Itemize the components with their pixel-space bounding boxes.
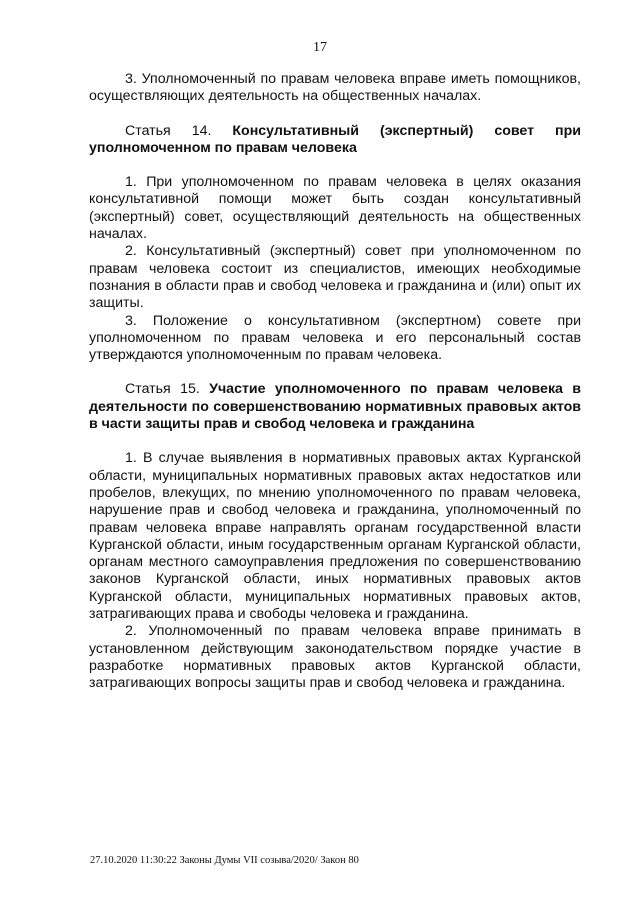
article-14-title: Консультативный (экспертный) совет при уполномоченном по правам человека [89,122,581,156]
paragraph-14-3: 3. Положение о консультативном (экспертном) совете при уполномоченном по правам человека и его персональный состав утверждаются уполномоченным по правам человека. [89,312,581,364]
paragraph-3-1-helpers: 3. Уполномоченный по правам человека вправе иметь помощников, осуществляющих деятельность на общественных началах. [89,71,581,105]
article-15-heading [89,381,581,433]
document-body [89,71,581,693]
article-15-number: Статья 15. [125,381,200,398]
paragraph-15-2: 2. Уполномоченный по правам человека вправе принимать в установленном действующим законодательством порядке участие в разработке нормативных правовых актов Курганской области, затрагивающих вопросы защиты прав и свобод человека и гражданина. [89,623,581,692]
page-number: 17 [313,40,327,55]
paragraph-15-1: 1. В случае выявления в нормативных правовых актах Курганской области, муниципальных нормативных правовых актах недостатков или пробелов, влекущих, по мнению уполномоченного по правам человека, нарушение прав и свобод человека и гражданина, уполномоченный по правам человека вправе направлять органам государственной власти Курганской области, иным государственным органам Курганской области, органам местного самоуправления предложения по совершенствованию законов Курганской области, иных нормативных правовых актов Курганской области, муниципальных нормативных правовых актов, затрагивающих права и свободы человека и гражданина. [89,450,581,623]
article-15-title: Участие уполномоченного по правам человека в деятельности по совершенствованию нормативных правовых актов в части защиты прав и свобод человека и гражданина [89,381,581,433]
paragraph-14-2: 2. Консультативный (экспертный) совет при уполномоченном по правам человека состоит из специалистов, имеющих необходимые познания в области прав и свобод человека и гражданина и (или) опыт их защиты. [89,243,581,312]
spacer [89,364,581,381]
paragraph-14-1: 1. При уполномоченном по правам человека в целях оказания консультативной помощи может быть создан консультативный (экспертный) совет, осуществляющий деятельность на общественных началах. [89,174,581,243]
article-14-heading [89,123,581,158]
spacer [89,106,581,123]
document-footer: 27.10.2020 11:30:22 Законы Думы VII созыва/2020/ Закон 80 [90,855,359,866]
spacer [89,157,581,174]
spacer [89,433,581,450]
article-14-number: Статья 14. [125,122,212,139]
